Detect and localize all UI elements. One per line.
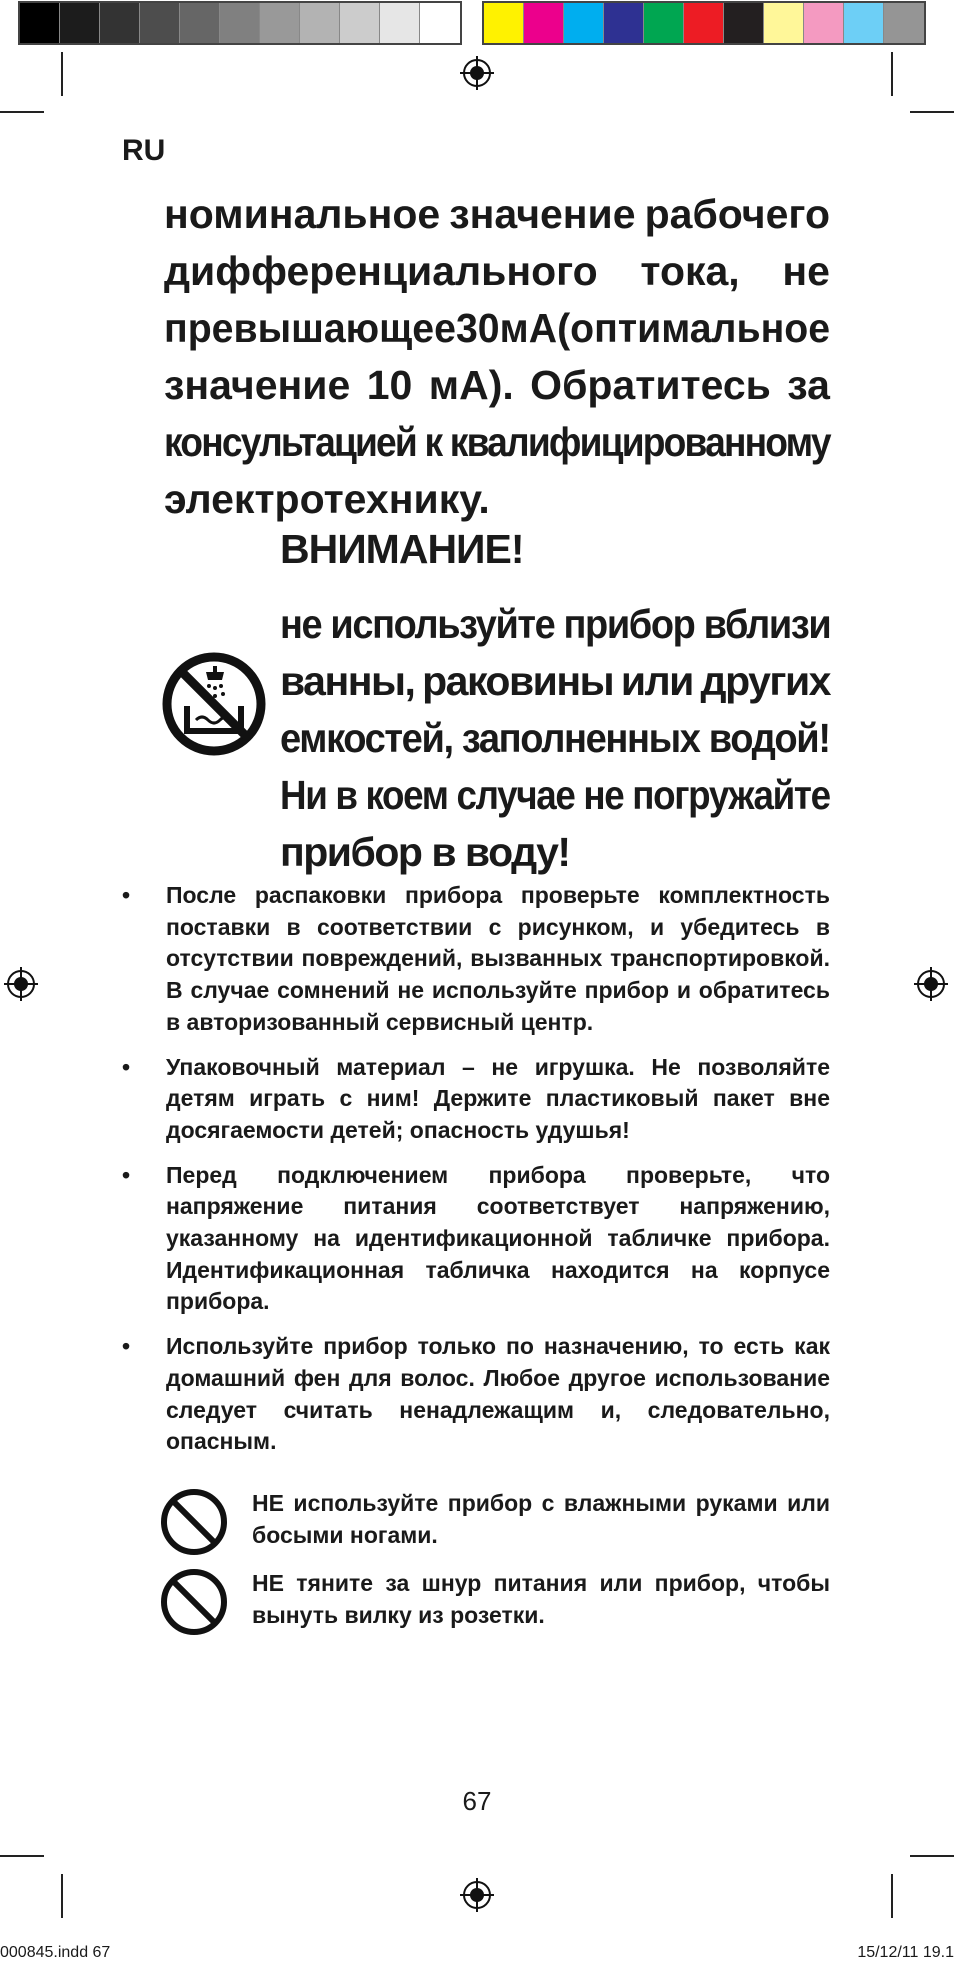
text-line bbox=[164, 414, 830, 471]
text-word: электротехнику. bbox=[164, 476, 490, 522]
text-line bbox=[164, 300, 830, 357]
list-item bbox=[122, 1052, 830, 1147]
crop-mark bbox=[910, 1855, 954, 1857]
prohibition-icon bbox=[160, 1488, 228, 1556]
text-line bbox=[280, 824, 830, 881]
page-number: 67 bbox=[462, 1786, 492, 1816]
text-word: раковины bbox=[422, 658, 614, 704]
bullet-marker: • bbox=[122, 1333, 131, 1360]
color-swatch bbox=[684, 3, 724, 43]
list-item-text: После распаковки прибора проверьте комплектность поставки в соответствии с рисунком, и убедитесь в отсутствии повреждений, вызванных транспортировкой. В случае сомнений не используйте прибор и обратитесь в авторизованный сервисный центр. bbox=[166, 882, 830, 1035]
bullet-marker: • bbox=[122, 882, 131, 908]
color-swatch bbox=[604, 3, 644, 43]
text-word: дифференциального bbox=[164, 248, 598, 294]
color-swatch bbox=[60, 3, 100, 43]
color-swatch bbox=[140, 3, 180, 43]
text-word: ванны, bbox=[280, 658, 415, 704]
list-item-text: Используйте прибор только по назначению, то есть как домашний фен для волос. Любое другое использование следует считать ненадлежащим и, следовательно, опасным. bbox=[166, 1333, 830, 1455]
text-line bbox=[164, 186, 830, 243]
text-line bbox=[164, 243, 830, 300]
text-word: 30 bbox=[455, 305, 500, 351]
crop-mark bbox=[891, 52, 893, 96]
color-swatch bbox=[484, 3, 524, 43]
color-swatch bbox=[260, 3, 300, 43]
grayscale-calibration-bar bbox=[18, 1, 462, 45]
registration-mark-icon bbox=[460, 1878, 494, 1912]
text-word: (оптимальное bbox=[557, 305, 831, 351]
text-word: или bbox=[620, 658, 693, 704]
color-swatch bbox=[340, 3, 380, 43]
prohibition-text: НЕ используйте прибор с влажными руками или босыми ногами. bbox=[252, 1490, 830, 1548]
color-swatch bbox=[100, 3, 140, 43]
color-swatch bbox=[300, 3, 340, 43]
registration-mark-icon bbox=[460, 56, 494, 90]
text-word: емкостей, заполненных водой! bbox=[280, 715, 830, 761]
text-word: 10 bbox=[366, 362, 413, 408]
text-line bbox=[164, 471, 830, 528]
process-color-calibration-bar bbox=[482, 1, 926, 45]
date-slug: 15/12/11 19.1 bbox=[857, 1944, 954, 1961]
crop-mark bbox=[61, 1874, 63, 1918]
text-word: рабочего bbox=[644, 191, 830, 237]
text-word: тока, bbox=[640, 248, 740, 294]
text-word: за bbox=[787, 362, 830, 408]
text-word: значение bbox=[164, 362, 351, 408]
color-swatch bbox=[20, 3, 60, 43]
color-swatch bbox=[884, 3, 924, 43]
list-item bbox=[122, 1160, 830, 1319]
text-line bbox=[280, 710, 830, 767]
color-swatch bbox=[724, 3, 764, 43]
text-line bbox=[280, 596, 830, 653]
list-item-text: Упаковочный материал – не игрушка. Не позволяйте детям играть с ним! Держите пластиковый пакет вне досягаемости детей; опасность удушья! bbox=[166, 1053, 830, 1143]
safety-bullet-list bbox=[122, 880, 830, 1471]
crop-mark bbox=[0, 111, 44, 113]
text-word: консультацией к квалифицированному bbox=[164, 419, 830, 465]
crop-mark bbox=[0, 1855, 44, 1857]
text-word: Обратитесь bbox=[530, 362, 771, 408]
language-code: RU bbox=[122, 134, 166, 167]
text-word: превышающее bbox=[164, 305, 456, 351]
bullet-marker: • bbox=[122, 1053, 131, 1080]
list-item bbox=[122, 880, 830, 1039]
list-item bbox=[122, 1331, 830, 1458]
text-word: не bbox=[782, 248, 830, 294]
text-word: номинальное bbox=[164, 191, 441, 237]
registration-mark-icon bbox=[914, 967, 948, 1001]
color-swatch bbox=[844, 3, 884, 43]
file-slug: 000845.indd 67 bbox=[0, 1944, 111, 1961]
text-word: мА bbox=[499, 305, 558, 351]
no-bath-water-icon bbox=[162, 652, 266, 756]
bullet-marker: • bbox=[122, 1161, 131, 1188]
registration-mark-icon bbox=[4, 967, 38, 1001]
color-swatch bbox=[220, 3, 260, 43]
color-swatch bbox=[180, 3, 220, 43]
list-item-text: Перед подключением прибора проверьте, что напряжение питания соответствует напряжению, указанному на идентификационной табличке прибора. Идентификационная табличка находится на корпусе прибора. bbox=[166, 1161, 830, 1315]
text-line bbox=[280, 653, 830, 710]
prohibition-text: НЕ тяните за шнур питания или прибор, чтобы вынуть вилку из розетки. bbox=[252, 1570, 830, 1628]
color-swatch bbox=[804, 3, 844, 43]
text-word: значение bbox=[449, 191, 636, 237]
text-word: других bbox=[700, 658, 830, 704]
text-line bbox=[164, 357, 830, 414]
color-swatch bbox=[420, 3, 460, 43]
intro-paragraph bbox=[164, 186, 830, 528]
text-word: прибор в воду! bbox=[280, 829, 570, 875]
warning-title: ВНИМАНИЕ! bbox=[280, 526, 524, 572]
color-swatch bbox=[644, 3, 684, 43]
color-swatch bbox=[524, 3, 564, 43]
warning-text bbox=[280, 596, 830, 881]
crop-mark bbox=[891, 1874, 893, 1918]
prohibition-icon bbox=[160, 1568, 228, 1636]
color-swatch bbox=[380, 3, 420, 43]
crop-mark bbox=[61, 52, 63, 96]
text-word: мА). bbox=[428, 362, 514, 408]
crop-mark bbox=[910, 111, 954, 113]
color-swatch bbox=[564, 3, 604, 43]
text-line bbox=[280, 767, 830, 824]
color-swatch bbox=[764, 3, 804, 43]
text-word: Ни в коем случае не погружайте bbox=[280, 772, 830, 818]
text-word: не используйте прибор вблизи bbox=[280, 601, 831, 647]
